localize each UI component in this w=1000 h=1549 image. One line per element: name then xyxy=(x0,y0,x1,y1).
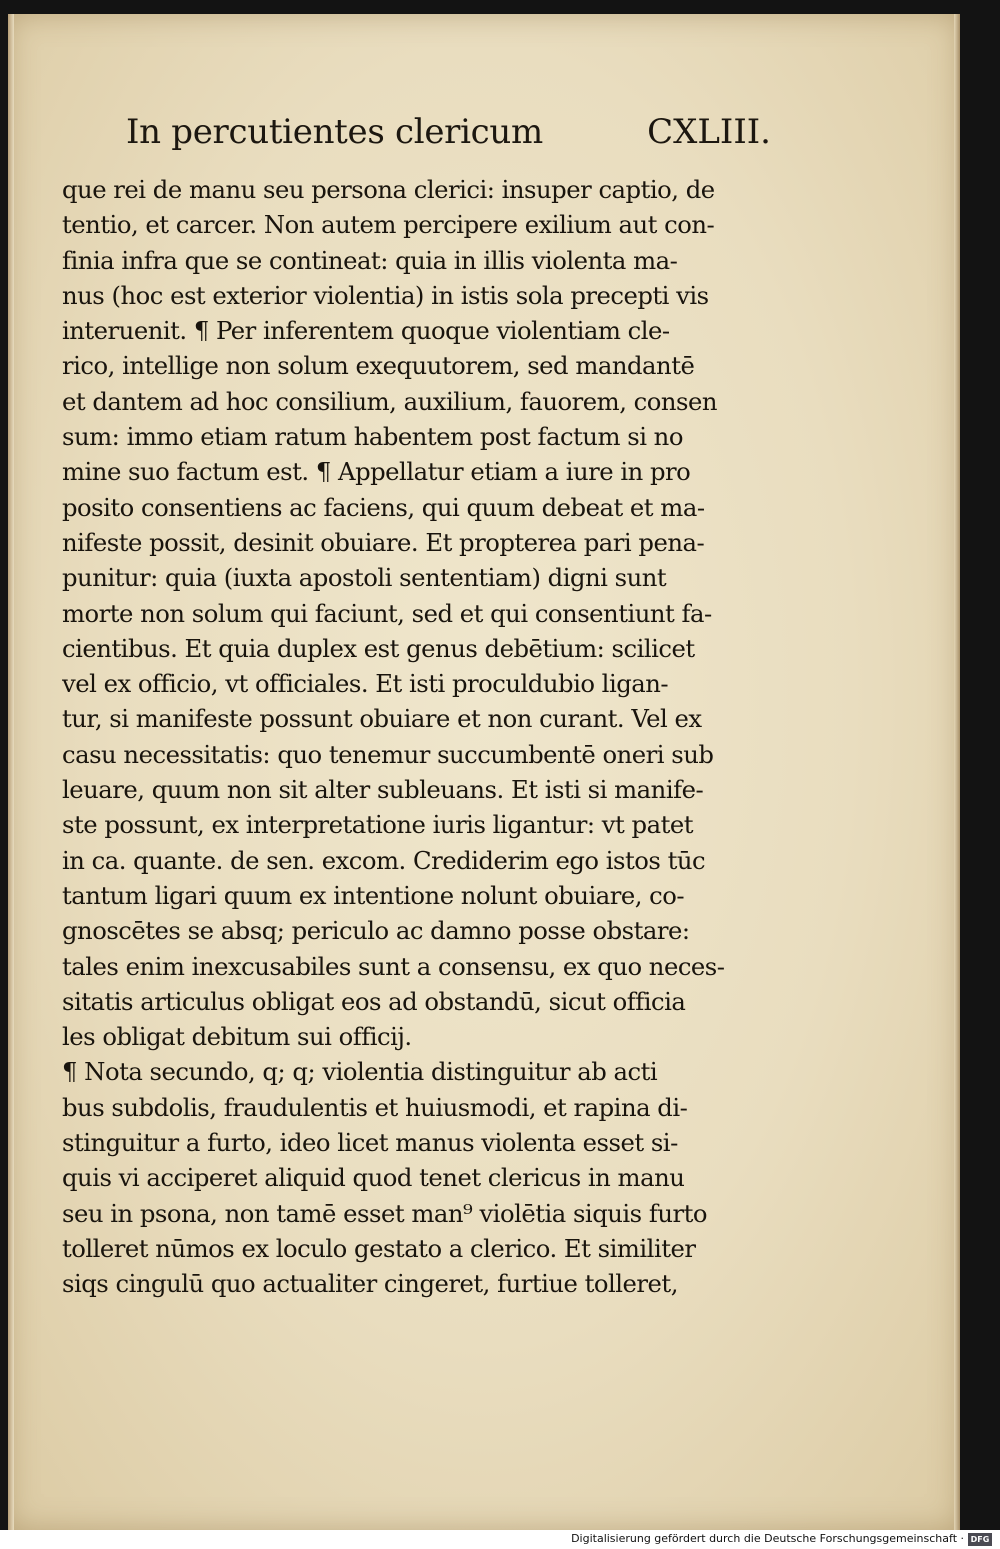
page-edge-right xyxy=(954,14,960,1530)
text-line: les obligat debitum sui officij. xyxy=(62,1022,412,1052)
text-line: punitur: quia (iuxta apostoli sententiam) digni sunt xyxy=(62,563,667,593)
text-line: casu necessitatis: quo tenemur succumbentē oneri sub xyxy=(62,739,714,769)
book-page xyxy=(8,14,960,1530)
text-line: sum: immo etiam ratum habentem post factum si no xyxy=(62,422,683,452)
page-header xyxy=(126,112,771,164)
text-line: stinguitur a furto, ideo licet manus violenta esset si- xyxy=(62,1128,678,1158)
text-line: leuare, quum non sit alter subleuans. Et isti si manife- xyxy=(62,775,704,805)
text-line: et dantem ad hoc consilium, auxilium, fauorem, consen xyxy=(62,386,718,416)
text-line: posito consentiens ac faciens, qui quum debeat et ma- xyxy=(62,492,705,522)
text-line: vel ex officio, vt officiales. Et isti proculdubio ligan- xyxy=(62,669,669,699)
text-line: tantum ligari quum ex intentione nolunt obuiare, co- xyxy=(62,880,685,910)
page-edge-left xyxy=(8,14,14,1530)
footer-bar xyxy=(0,1530,1000,1549)
text-line: rico, intellige non solum exequutorem, sed mandantē xyxy=(62,351,695,381)
text-line: tur, si manifeste possunt obuiare et non curant. Vel ex xyxy=(62,704,702,734)
text-line: seu in psona, non tamē esset man⁹ violētia siquis furto xyxy=(62,1198,708,1228)
text-line: tales enim inexcusabiles sunt a consensu, ex quo neces- xyxy=(62,951,725,981)
text-line: sitatis articulus obligat eos ad obstandū, sicut officia xyxy=(62,986,686,1016)
running-title: In percutientes clericum xyxy=(126,112,543,152)
text-line: interuenit. ¶ Per inferentem quoque violentiam cle- xyxy=(62,316,670,346)
text-line: tentio, et carcer. Non autem percipere exilium aut con- xyxy=(62,210,715,240)
text-line: nus (hoc est exterior violentia) in istis sola precepti vis xyxy=(62,280,709,310)
text-line: ¶ Nota secundo, q; q; violentia distinguitur ab acti xyxy=(62,1057,658,1087)
text-line: quis vi acciperet aliquid quod tenet clericus in manu xyxy=(62,1163,685,1193)
text-line: mine suo factum est. ¶ Appellatur etiam a iure in pro xyxy=(62,457,691,487)
text-line: nifeste possit, desinit obuiare. Et propterea pari pena- xyxy=(62,527,705,557)
text-line: ste possunt, ex interpretatione iuris ligantur: vt patet xyxy=(62,810,693,840)
text-line: siqs cingulū quo actualiter cingeret, furtiue tolleret, xyxy=(62,1269,678,1299)
text-line: bus subdolis, fraudulentis et huiusmodi, et rapina di- xyxy=(62,1092,688,1122)
text-line: morte non solum qui faciunt, sed et qui consentiunt fa- xyxy=(62,598,712,628)
text-line: cientibus. Et quia duplex est genus debētium: scilicet xyxy=(62,633,695,663)
text-block xyxy=(62,172,768,1302)
text-line: in ca. quante. de sen. excom. Crediderim ego istos tūc xyxy=(62,845,706,875)
text-line: que rei de manu seu persona clerici: insuper captio, de xyxy=(62,175,715,204)
folio-number: CXLIII. xyxy=(647,112,771,152)
text-line: tolleret nūmos ex loculo gestato a clerico. Et similiter xyxy=(62,1233,696,1263)
dfg-logo: DFG xyxy=(968,1533,992,1546)
text-line: finia infra que se contineat: quia in illis violenta ma- xyxy=(62,245,678,275)
text-line: gnoscētes se absq; periculo ac damno posse obstare: xyxy=(62,916,690,946)
footer-credit: Digitalisierung gefördert durch die Deutsche Forschungsgemeinschaft · xyxy=(571,1532,964,1545)
